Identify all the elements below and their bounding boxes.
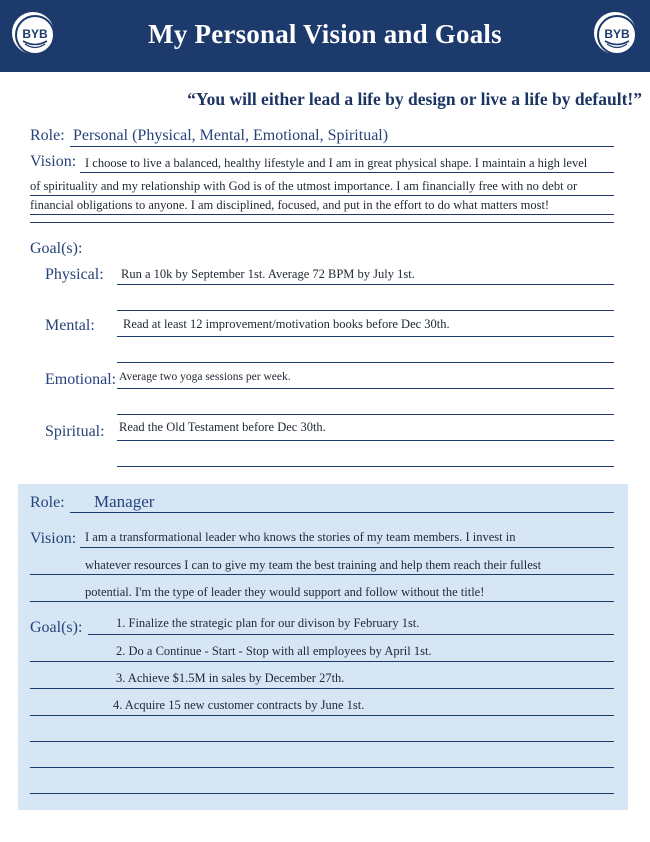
personal-role-value[interactable]: Personal (Physical, Mental, Emotional, Spiritual) (73, 127, 389, 144)
goal-mental-text[interactable]: Read at least 12 improvement/motivation books before Dec 30th. (123, 317, 450, 331)
personal-vision-line-2[interactable]: of spirituality and my relationship with God is of the utmost importance. I am financially free with no debt or (30, 179, 578, 193)
manager-goal-2[interactable]: 2. Do a Continue - Start - Stop with all employees by April 1st. (116, 644, 432, 658)
rule (70, 512, 614, 513)
goal-spiritual-text[interactable]: Read the Old Testament before Dec 30th. (119, 420, 326, 434)
rule (30, 222, 614, 223)
personal-role-label: Role: (30, 127, 65, 144)
rule (30, 574, 614, 575)
manager-role-label: Role: (30, 494, 65, 511)
rule (117, 336, 614, 337)
rule (80, 547, 614, 548)
rule (88, 634, 614, 635)
manager-goals-label: Goal(s): (30, 619, 83, 636)
rule (117, 362, 614, 363)
manager-goal-3[interactable]: 3. Achieve $1.5M in sales by December 27th. (116, 671, 345, 685)
rule (117, 414, 614, 415)
byb-logo (594, 12, 636, 54)
rule (30, 793, 614, 794)
personal-vision-line-3[interactable]: financial obligations to anyone. I am disciplined, focused, and put in the effort to do what matters most! (30, 198, 550, 212)
manager-vision-line-2[interactable]: whatever resources I can to give my team the best training and help them reach their fullest (85, 558, 542, 572)
manager-vision-line-3[interactable]: potential. I'm the type of leader they would support and follow without the title! (85, 585, 485, 599)
goal-physical-label: Physical: (45, 266, 104, 283)
rule (30, 688, 614, 689)
goal-emotional-label: Emotional: (45, 371, 117, 388)
svg-text:BYB: BYB (604, 27, 630, 41)
goal-physical-text[interactable]: Run a 10k by September 1st. Average 72 BPM by July 1st. (121, 267, 415, 281)
rule (117, 388, 614, 389)
rule (70, 146, 614, 147)
rule (117, 440, 614, 441)
rule (30, 214, 614, 215)
svg-text:BYB: BYB (22, 27, 48, 41)
rule (30, 715, 614, 716)
rule (30, 195, 614, 196)
motto-quote: “You will either lead a life by design or live a life by default!” (187, 89, 642, 109)
manager-vision-line-1[interactable]: I am a transformational leader who knows the stories of my team members. I invest in (85, 530, 516, 544)
rule (80, 172, 614, 173)
header-banner (0, 0, 650, 72)
goal-mental-label: Mental: (45, 317, 95, 334)
rule (30, 661, 614, 662)
personal-vision-label: Vision: (30, 153, 77, 170)
manager-vision-label: Vision: (30, 530, 77, 547)
goal-spiritual-label: Spiritual: (45, 423, 105, 440)
rule (30, 767, 614, 768)
rule (30, 601, 614, 602)
page-title: My Personal Vision and Goals (148, 19, 502, 49)
rule (117, 466, 614, 467)
rule (30, 741, 614, 742)
personal-goals-label: Goal(s): (30, 240, 83, 257)
manager-role-value[interactable]: Manager (94, 492, 155, 511)
manager-goal-4[interactable]: 4. Acquire 15 new customer contracts by June 1st. (113, 698, 365, 712)
goal-emotional-text[interactable]: Average two yoga sessions per week. (119, 371, 291, 383)
rule (117, 284, 614, 285)
manager-goal-1[interactable]: 1. Finalize the strategic plan for our divison by February 1st. (116, 616, 420, 630)
rule (117, 310, 614, 311)
personal-vision-line-1[interactable]: I choose to live a balanced, healthy lifestyle and I am in great physical shape. I maintain a high level (85, 156, 588, 170)
